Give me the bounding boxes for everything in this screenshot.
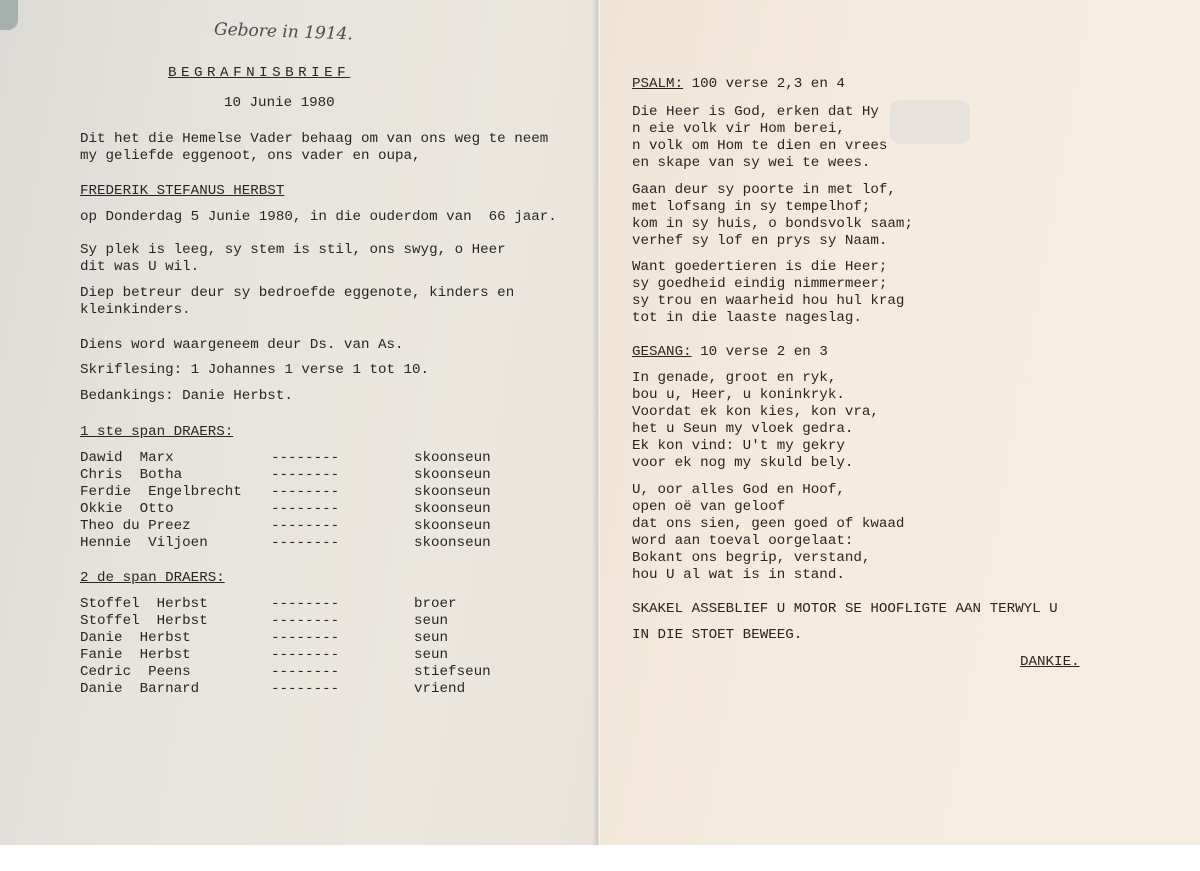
pallbearer-name: Theo du Preez [80, 518, 191, 534]
pallbearer-dash: -------- [271, 630, 340, 646]
pallbearer-dash: -------- [271, 484, 340, 500]
gesang-line: het u Seun my vloek gedra. [632, 421, 854, 437]
pallbearer-dash: -------- [271, 596, 340, 612]
notice-line-2: IN DIE STOET BEWEEG. [632, 627, 803, 643]
psalm-line: en skape van sy wei te wees. [632, 155, 871, 171]
gesang-line: open oë van geloof [632, 499, 786, 515]
gesang-line: voor ek nog my skuld bely. [632, 455, 854, 471]
gesang-line: Bokant ons begrip, verstand, [632, 550, 871, 566]
pallbearer-row [80, 630, 520, 647]
pallbearer-relation: skoonseun [414, 501, 491, 517]
left-page [0, 0, 598, 845]
quote-line-1: Sy plek is leeg, sy stem is stil, ons swyg, o Heer [80, 242, 506, 258]
quote-line-2: dit was U wil. [80, 259, 200, 275]
pallbearer-row [80, 613, 520, 630]
gesang-line: Ek kon vind: U't my gekry [632, 438, 845, 454]
psalm-heading [632, 76, 845, 93]
psalm-line: n volk om Hom te dien en vrees [632, 138, 888, 154]
pallbearer-name: Hennie Viljoen [80, 535, 208, 551]
pallbearer-name: Fanie Herbst [80, 647, 191, 663]
pallbearer-row [80, 647, 520, 664]
pallbearer-dash: -------- [271, 647, 340, 663]
psalm-reference: 100 verse 2,3 en 4 [683, 76, 845, 92]
pallbearer-dash: -------- [271, 681, 340, 697]
mourn-line-2: kleinkinders. [80, 302, 191, 318]
letter-date: 10 Junie 1980 [224, 95, 335, 111]
pallbearer-name: Danie Barnard [80, 681, 200, 697]
right-page [600, 0, 1200, 845]
pallbearer-dash: -------- [271, 664, 340, 680]
psalm-line: Gaan deur sy poorte in met lof, [632, 182, 896, 198]
pallbearer-name: Dawid Marx [80, 450, 174, 466]
deceased-name: FREDERIK STEFANUS HERBST [80, 183, 285, 199]
gesang-line: bou u, Heer, u koninkryk. [632, 387, 845, 403]
pallbearer-row [80, 596, 520, 613]
pallbearer-row [80, 450, 520, 467]
pallbearer-relation: skoonseun [414, 518, 491, 534]
psalm-line: Die Heer is God, erken dat Hy [632, 104, 879, 120]
pallbearer-dash: -------- [271, 535, 340, 551]
psalm-line: sy trou en waarheid hou hul krag [632, 293, 905, 309]
pallbearer-relation: seun [414, 613, 449, 629]
psalm-label: PSALM: [632, 76, 684, 92]
thanks-line: Bedankings: Danie Herbst. [80, 388, 293, 404]
pallbearer-dash: -------- [271, 613, 340, 629]
pallbearer-dash: -------- [271, 467, 340, 483]
gesang-line: word aan toeval oorgelaat: [632, 533, 854, 549]
pallbearer-relation: skoonseun [414, 467, 491, 483]
pallbearer-row [80, 681, 520, 698]
gesang-line: In genade, groot en ryk, [632, 370, 837, 386]
psalm-line: n eie volk vir Hom berei, [632, 121, 845, 137]
pallbearer-name: Danie Herbst [80, 630, 191, 646]
corner-stain [0, 0, 18, 30]
pallbearer-name: Stoffel Herbst [80, 613, 208, 629]
pallbearer-dash: -------- [271, 518, 340, 534]
pallbearer-dash: -------- [271, 501, 340, 517]
pallbearer-relation: skoonseun [414, 484, 491, 500]
pallbearer-relation: vriend [414, 681, 466, 697]
psalm-line: sy goedheid eindig nimmermeer; [632, 276, 888, 292]
pallbearer-relation: seun [414, 647, 449, 663]
gesang-line: dat ons sien, geen goed of kwaad [632, 516, 905, 532]
gesang-heading [632, 344, 828, 361]
tape-stain [890, 100, 970, 144]
letter-title: BEGRAFNISBRIEF [168, 65, 351, 81]
gesang-line: U, oor alles God en Hoof, [632, 482, 845, 498]
pallbearer-relation: skoonseun [414, 450, 491, 466]
pallbearer-row [80, 484, 520, 501]
closing-thanks: DANKIE. [1020, 654, 1080, 670]
handwritten-note: Gebore in 1914. [213, 19, 354, 45]
gesang-line: Voordat ek kon kies, kon vra, [632, 404, 879, 420]
gesang-line: hou U al wat is in stand. [632, 567, 845, 583]
pallbearers-2-heading: 2 de span DRAERS: [80, 570, 225, 586]
pallbearer-relation: skoonseun [414, 535, 491, 551]
psalm-line: met lofsang in sy tempelhof; [632, 199, 871, 215]
scripture-line: Skriflesing: 1 Johannes 1 verse 1 tot 10. [80, 362, 430, 378]
service-line: Diens word waargeneem deur Ds. van As. [80, 337, 404, 353]
pallbearer-name: Cedric Peens [80, 664, 191, 680]
psalm-line: Want goedertieren is die Heer; [632, 259, 888, 275]
death-line: op Donderdag 5 Junie 1980, in die ouderdom van 66 jaar. [80, 209, 557, 225]
pallbearer-row [80, 518, 520, 535]
intro-line-2: my geliefde eggenoot, ons vader en oupa, [80, 148, 421, 164]
mourn-line-1: Diep betreur deur sy bedroefde eggenote, kinders en [80, 285, 515, 301]
pallbearer-name: Stoffel Herbst [80, 596, 208, 612]
pallbearer-name: Okkie Otto [80, 501, 174, 517]
pallbearer-name: Chris Botha [80, 467, 183, 483]
gesang-label: GESANG: [632, 344, 692, 360]
pallbearer-name: Ferdie Engelbrecht [80, 484, 242, 500]
gesang-reference: 10 verse 2 en 3 [691, 344, 828, 360]
psalm-line: kom in sy huis, o bondsvolk saam; [632, 216, 913, 232]
intro-line-1: Dit het die Hemelse Vader behaag om van ons weg te neem [80, 131, 549, 147]
pallbearer-row [80, 664, 520, 681]
notice-line-1: SKAKEL ASSEBLIEF U MOTOR SE HOOFLIGTE AAN TERWYL U [632, 601, 1058, 617]
pallbearer-relation: stiefseun [414, 664, 491, 680]
pallbearer-relation: seun [414, 630, 449, 646]
pallbearer-row [80, 501, 520, 518]
pallbearer-row [80, 467, 520, 484]
pallbearer-row [80, 535, 520, 552]
pallbearers-1-heading: 1 ste span DRAERS: [80, 424, 234, 440]
psalm-line: verhef sy lof en prys sy Naam. [632, 233, 888, 249]
psalm-line: tot in die laaste nageslag. [632, 310, 862, 326]
pallbearer-relation: broer [414, 596, 457, 612]
pallbearer-dash: -------- [271, 450, 340, 466]
